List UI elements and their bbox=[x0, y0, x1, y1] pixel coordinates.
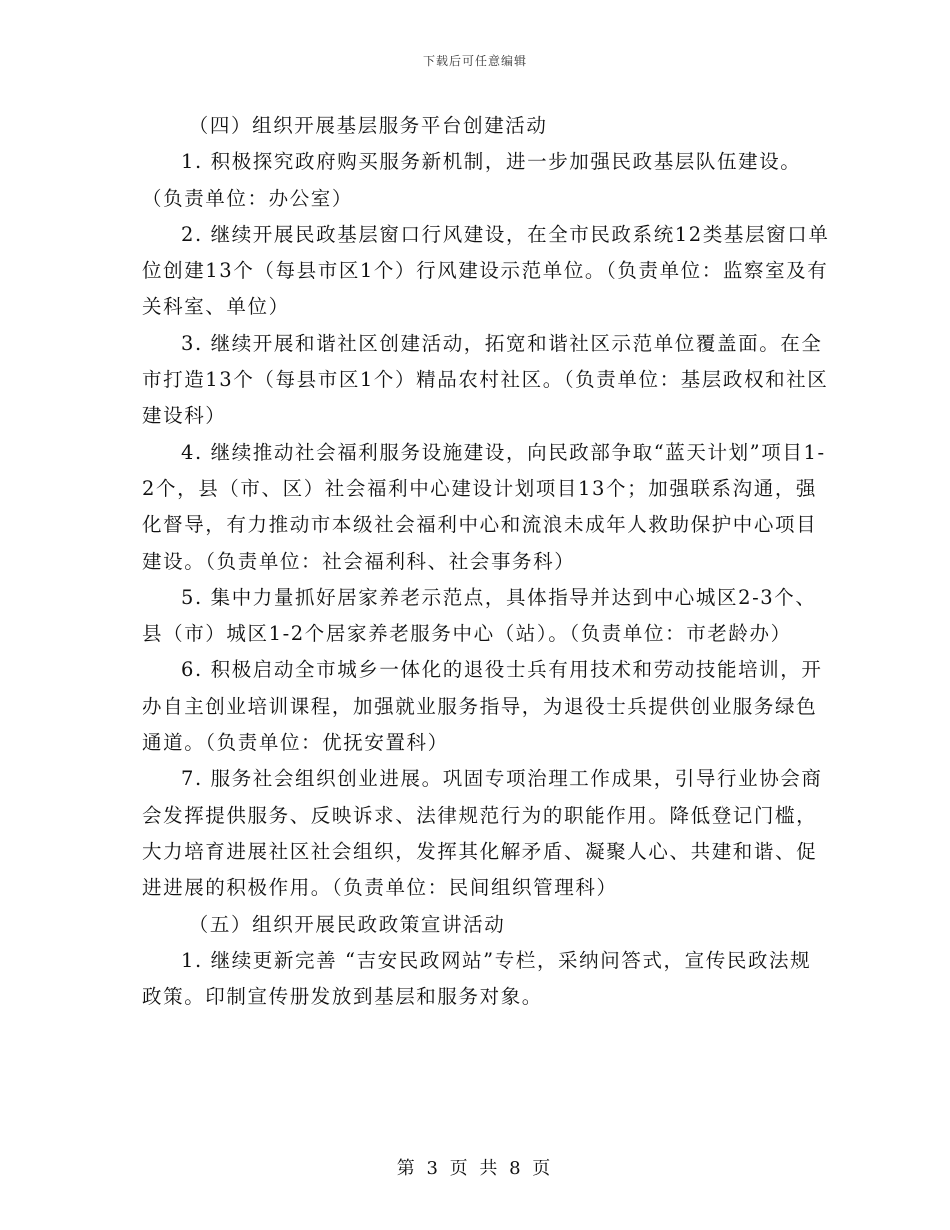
section-5-heading: （五）组织开展民政政策宣讲活动 bbox=[188, 912, 506, 936]
list-item: 1. 积极探究政府购买服务新机制，进一步加强民政基层队伍建设。（负责单位：办公室） bbox=[142, 150, 802, 210]
list-item: 1. 继续更新完善 “吉安民政网站”专栏，采纳问答式，宣传民政法规政策。印制宣传册发放到基层和服务对象。 bbox=[142, 948, 812, 1009]
list-item: 4. 继续推动社会福利服务设施建设，向民政部争取“蓝天计划”项目1-2个，县（市、区）社会福利中心建设计划项目13个；加强联系沟通，强化督导，有力推动市本级社会福利中心和流浪未成年人救助保护中心项目建设。（负责单位：社会福利科、社会事务科） bbox=[142, 440, 826, 573]
section-4-heading: （四）组织开展基层服务平台创建活动 bbox=[188, 114, 548, 137]
list-item: 7. 服务社会组织创业进展。巩固专项治理工作成果，引导行业协会商会发挥提供服务、反映诉求、法律规范行为的职能作用。降低登记门槛，大力培育进展社区社会组织，发挥其化解矛盾、凝聚人心、共建和谐、促进进展的积极作用。（负责单位：民间组织管理科） bbox=[142, 767, 823, 900]
list-item: 2. 继续开展民政基层窗口行风建设，在全市民政系统12类基层窗口单位创建13个（每县市区1个）行风建设示范单位。（负责单位：监察室及有关科室、单位） bbox=[142, 222, 830, 319]
document-body bbox=[142, 108, 832, 1015]
page-number: 第 3 页 共 8 页 bbox=[396, 1158, 554, 1179]
list-item: 5. 集中力量抓好居家养老示范点，具体指导并达到中心城区2-3个、县（市）城区1-2个居家养老服务中心（站）。（负责单位：市老龄办） bbox=[142, 585, 817, 646]
page-header-note: 下载后可任意编辑 bbox=[422, 54, 527, 68]
list-item: 6. 积极启动全市城乡一体化的退役士兵有用技术和劳动技能培训，开办自主创业培训课程，加强就业服务指导，为退役士兵提供创业服务绿色通道。（负责单位：优抚安置科） bbox=[142, 658, 823, 755]
list-item: 3. 继续开展和谐社区创建活动，拓宽和谐社区示范单位覆盖面。在全市打造13个（每县市区1个）精品农村社区。（负责单位：基层政权和社区建设科） bbox=[142, 331, 829, 428]
